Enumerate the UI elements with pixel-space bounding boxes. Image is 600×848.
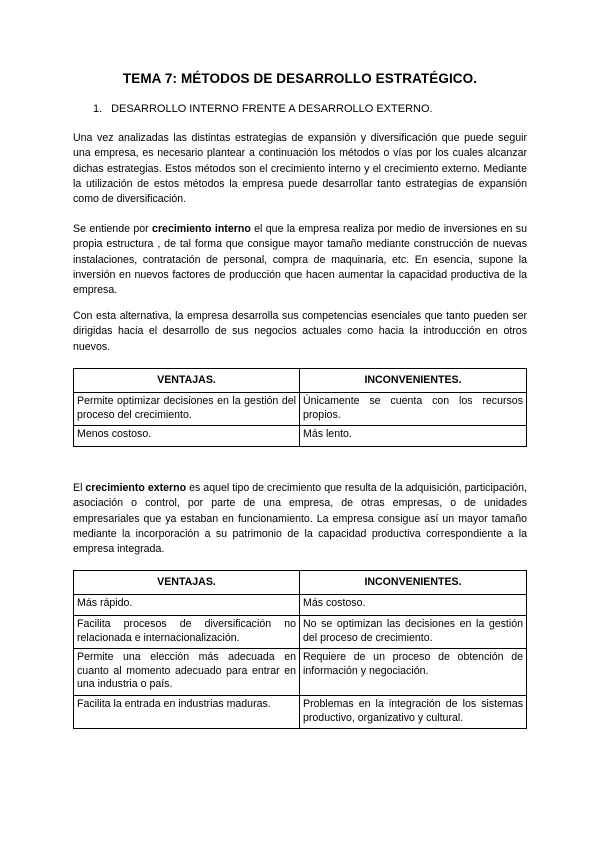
paragraph-text: el que la empresa realiza por medio de inversiones en su propia estructura , de tal forma que consigue mayor tamaño mediante construcción de nuevas instalaciones, contratación de personal, compra de maquinaria, etc. En esencia, supone la inversión en nuevos factores de producción que hacen aumentar la capacidad productiva de la empresa. xyxy=(73,223,527,297)
table-row xyxy=(74,393,527,426)
table-cell: Permite una elección más adecuada en cuanto al momento adecuado para entrar en una industria o país. xyxy=(74,649,300,696)
table-cell: Más costoso. xyxy=(300,595,527,616)
table-row xyxy=(74,616,527,649)
table-cell: Menos costoso. xyxy=(74,426,300,447)
table-row xyxy=(74,595,527,616)
header-ventajas: VENTAJAS. xyxy=(74,369,300,393)
term-internal-growth: crecimiento interno xyxy=(152,223,251,235)
table-row xyxy=(74,649,527,696)
header-inconvenientes: INCONVENIENTES. xyxy=(300,571,527,595)
paragraph-text: es aquel tipo de crecimiento que resulta de la adquisición, participación, asociación o control, por parte de una empresa, de otras empresas, o de unidades empresariales que ya estaban en funcionamiento. La empresa consigue así un mayor tamaño mediante la incorporación a su patrimonio de la capacidad productiva correspondiente a la empresa integrada. xyxy=(73,482,527,556)
header-inconvenientes: INCONVENIENTES. xyxy=(300,369,527,393)
term-external-growth: crecimiento externo xyxy=(85,482,187,494)
page-title: TEMA 7: MÉTODOS DE DESARROLLO ESTRATÉGICO. xyxy=(122,71,478,86)
table-header-row xyxy=(74,369,527,393)
paragraph-text: El xyxy=(73,482,86,494)
section-heading-text: DESARROLLO INTERNO FRENTE A DESARROLLO EXTERNO. xyxy=(111,103,433,115)
table-cell: Más rápido. xyxy=(74,595,300,616)
paragraph-intro: Una vez analizadas las distintas estrategias de expansión y diversificación que puede seguir una empresa, es necesario plantear a continuación los métodos o vías por los cuales alcanzar dichas estrategias. Estos métodos son el crecimiento interno y el crecimiento externo. Mediante la utilización de estos métodos la empresa puede desarrollar tanto estrategias de expansión como de diversificación. xyxy=(73,132,527,206)
table-cell: Permite optimizar decisiones en la gestión del proceso del crecimiento. xyxy=(74,393,300,426)
table-cell: No se optimizan las decisiones en la gestión del proceso de crecimiento. xyxy=(300,616,527,649)
paragraph-alternative: Con esta alternativa, la empresa desarrolla sus competencias esenciales que tanto pueden ser dirigidas hacia el desarrollo de sus negocios actuales como hacia la introducción en otros nuevos. xyxy=(73,310,527,353)
table-header-row xyxy=(74,571,527,595)
table-cell: Únicamente se cuenta con los recursos propios. xyxy=(300,393,527,426)
table-cell: Facilita procesos de diversificación no relacionada e internacionalización. xyxy=(74,616,300,649)
header-ventajas: VENTAJAS. xyxy=(74,571,300,595)
table-cell: Facilita la entrada en industrias maduras. xyxy=(74,696,300,729)
table-cell: Problemas en la integración de los sistemas productivo, organizativo y cultural. xyxy=(300,696,527,729)
section-heading xyxy=(93,103,433,115)
table-cell: Más lento. xyxy=(300,426,527,447)
paragraph-internal-growth xyxy=(73,222,527,298)
table-row xyxy=(74,696,527,729)
table-cell: Requiere de un proceso de obtención de información y negociación. xyxy=(300,649,527,696)
table-row xyxy=(74,426,527,447)
section-number: 1. xyxy=(93,103,103,115)
paragraph-external-growth xyxy=(73,481,527,557)
paragraph-text: Se entiende por xyxy=(73,223,153,235)
table-external-growth xyxy=(73,570,527,729)
table-internal-growth xyxy=(73,368,527,447)
